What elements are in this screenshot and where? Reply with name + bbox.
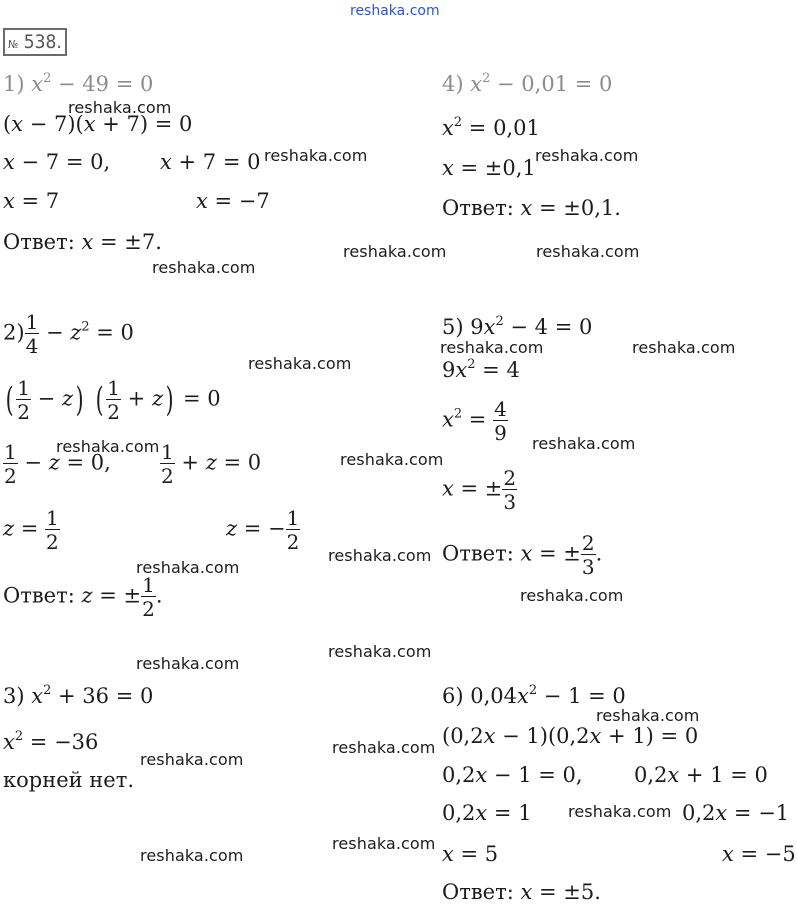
p4-step2: x = ±0,1 <box>442 156 536 180</box>
p2-root1: z = $\frac{1}{2}$ <box>3 506 59 554</box>
p6-step2b: 0,2x + 1 = 0 <box>634 763 768 787</box>
p1-root1: x = 7 <box>3 189 60 213</box>
p1-answer: Ответ: x = ±7. <box>3 230 162 254</box>
p6-root1: x = 5 <box>442 842 499 866</box>
site-title: reshaka.com <box>350 3 440 19</box>
p4-answer: Ответ: x = ±0,1. <box>442 196 621 220</box>
watermark: reshaka.com <box>332 738 436 757</box>
watermark: reshaka.com <box>340 450 444 469</box>
p3-step1: $x^2 = -36$ <box>3 729 99 754</box>
p5-step3: x = ± $\frac{2}{3}$ <box>442 466 517 514</box>
watermark: reshaka.com <box>136 558 240 577</box>
watermark: reshaka.com <box>248 354 352 373</box>
watermark: reshaka.com <box>596 706 700 725</box>
p5-step1: $9x^2 = 4$ <box>442 357 520 382</box>
p6-step3a: 0,2x = 1 <box>442 801 532 825</box>
p6-step2a: 0,2x − 1 = 0, <box>442 763 583 787</box>
watermark: reshaka.com <box>536 242 640 261</box>
exercise-number-badge: № 538. <box>3 28 67 56</box>
exercise-number: 538. <box>23 31 62 53</box>
watermark: reshaka.com <box>532 434 636 453</box>
p3-result: корней нет. <box>3 768 135 792</box>
watermark: reshaka.com <box>535 146 639 165</box>
watermark: reshaka.com <box>568 802 672 821</box>
p6-answer: Ответ: x = ±5. <box>442 880 601 904</box>
p2-root2: z = − $\frac{1}{2}$ <box>226 506 300 554</box>
watermark: reshaka.com <box>632 338 736 357</box>
p6-root2: x = −5 <box>722 842 796 866</box>
p5-step2: $x^2$ = $\frac{4}{9}$ <box>442 397 507 445</box>
watermark: reshaka.com <box>440 338 544 357</box>
p6-equation: 6) $0,04x^2 - 1 = 0$ <box>442 683 626 708</box>
p4-step1: $x^2 = 0,01$ <box>442 115 540 140</box>
p2-equation: 2) $\frac{1}{4}$ − $z^2 = 0$ <box>3 310 134 358</box>
p4-equation: 4) $x^2 - 0,01 = 0$ <box>442 71 613 96</box>
p1-step1: (x − 7)(x + 7) = 0 <box>3 112 193 136</box>
watermark: reshaka.com <box>68 98 172 117</box>
p2-step2b: $\frac{1}{2}$ + z = 0 <box>161 440 262 488</box>
p1-equation: 1) $x^2 - 49 = 0$ <box>3 71 154 96</box>
p6-step1: (0,2x − 1)(0,2x + 1) = 0 <box>442 724 699 748</box>
watermark: reshaka.com <box>152 258 256 277</box>
p5-equation: 5) $9x^2 - 4 = 0$ <box>442 314 593 339</box>
watermark: reshaka.com <box>328 546 432 565</box>
p5-answer: Ответ: x = ± $\frac{2}{3}$ . <box>442 531 603 579</box>
p2-answer: Ответ: z = ± $\frac{1}{2}$ . <box>3 573 163 621</box>
watermark: reshaka.com <box>56 437 160 456</box>
watermark: reshaka.com <box>136 654 240 673</box>
p1-root2: x = −7 <box>196 189 270 213</box>
watermark: reshaka.com <box>520 586 624 605</box>
p2-step2a: $\frac{1}{2}$ − z = 0, <box>4 440 111 488</box>
p1-step2a: x − 7 = 0, <box>3 150 111 174</box>
p1-step2b: x + 7 = 0 <box>160 150 261 174</box>
watermark: reshaka.com <box>328 642 432 661</box>
watermark: reshaka.com <box>343 242 447 261</box>
watermark: reshaka.com <box>140 846 244 865</box>
watermark: reshaka.com <box>140 750 244 769</box>
p3-equation: 3) $x^2 + 36 = 0$ <box>3 683 154 708</box>
watermark: reshaka.com <box>332 834 436 853</box>
watermark: reshaka.com <box>264 146 368 165</box>
p2-step1: ( $\frac{1}{2}$ − z) ( $\frac{1}{2}$ + z) = 0 <box>5 376 221 424</box>
p6-step3b: 0,2x = −1 <box>682 801 790 825</box>
